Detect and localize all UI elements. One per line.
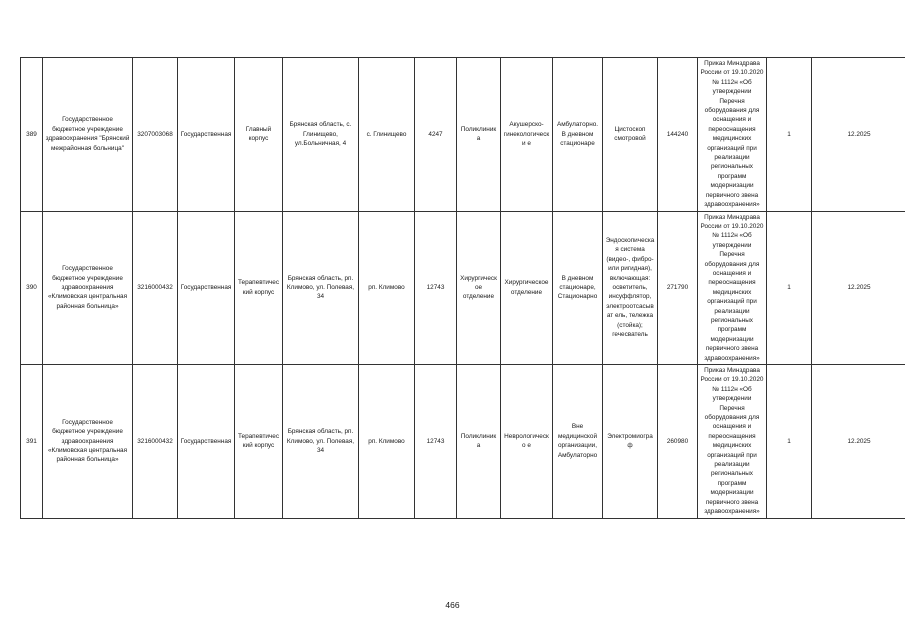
cell-inn: 3216000432	[133, 365, 178, 519]
cell-inn: 3207003068	[133, 58, 178, 212]
cell-building: Терапевтический корпус	[235, 211, 283, 365]
cell-population: 12743	[415, 365, 457, 519]
cell-organization: Государственное бюджетное учреждение здравоохранения «Климовская центральная районная больница»	[43, 365, 133, 519]
cell-equipment: Эндоскопическая система (видео-, фибро- или ригидная), включающая: осветитель, инсуффлятор, электроотсасыват ель, тележка (стойка); гечесватель	[603, 211, 658, 365]
cell-inn: 3216000432	[133, 211, 178, 365]
cell-organization: Государственное бюджетное учреждение здравоохранения "Брянский межрайонная больница"	[43, 58, 133, 212]
cell-address: Брянская область, с. Глинищево, ул.Больничная, 4	[283, 58, 359, 212]
cell-population: 12743	[415, 211, 457, 365]
cell-building: Терапевтический корпус	[235, 365, 283, 519]
cell-department: Неврологическо е	[501, 365, 553, 519]
cell-price: 144240	[658, 58, 698, 212]
table-body	[21, 58, 905, 519]
cell-population: 4247	[415, 58, 457, 212]
cell-unit-type: Поликлиника	[457, 58, 501, 212]
table-row	[21, 365, 905, 519]
cell-date: 12.2025	[812, 58, 905, 212]
equipment-register-table	[20, 57, 905, 519]
cell-date: 12.2025	[812, 211, 905, 365]
cell-unit-type: Хирургическое отделение	[457, 211, 501, 365]
cell-price: 260980	[658, 365, 698, 519]
table-row	[21, 58, 905, 212]
cell-locality: рп. Климово	[359, 211, 415, 365]
cell-ownership: Государственная	[178, 211, 235, 365]
cell-locality: рп. Климово	[359, 365, 415, 519]
cell-department: Хирургическое отделение	[501, 211, 553, 365]
cell-quantity: 1	[767, 58, 812, 212]
cell-conditions: Амбулаторно. В дневном стационаре	[553, 58, 603, 212]
cell-ownership: Государственная	[178, 58, 235, 212]
cell-quantity: 1	[767, 365, 812, 519]
cell-conditions: Вне медицинской организации, Амбулаторно	[553, 365, 603, 519]
cell-locality: с. Глинищево	[359, 58, 415, 212]
cell-ownership: Государственная	[178, 365, 235, 519]
cell-address: Брянская область, рп. Климово, ул. Полевая, 34	[283, 211, 359, 365]
cell-organization: Государственное бюджетное учреждение здравоохранения «Климовская центральная районная больница»	[43, 211, 133, 365]
cell-number: 390	[21, 211, 43, 365]
table-row	[21, 211, 905, 365]
cell-order: Приказ Минздрава России от 19.10.2020 № 1112н «Об утверждении Перечня оборудования для оснащения и переоснащения медицинских организаций при реализации региональных программ модернизации первичного звена здравоохранения»	[698, 365, 767, 519]
cell-number: 389	[21, 58, 43, 212]
page-number: 466	[445, 600, 460, 610]
cell-unit-type: Поликлиника	[457, 365, 501, 519]
cell-quantity: 1	[767, 211, 812, 365]
cell-address: Брянская область, рп. Климово, ул. Полевая, 34	[283, 365, 359, 519]
cell-number: 391	[21, 365, 43, 519]
cell-equipment: Электромиограф	[603, 365, 658, 519]
cell-conditions: В дневном стационаре, Стационарно	[553, 211, 603, 365]
cell-equipment: Цистоскоп смотровой	[603, 58, 658, 212]
cell-price: 271790	[658, 211, 698, 365]
cell-department: Акушерско-гинекологически е	[501, 58, 553, 212]
cell-building: Главный корпус	[235, 58, 283, 212]
cell-order: Приказ Минздрава России от 19.10.2020 № 1112н «Об утверждении Перечня оборудования для оснащения и переоснащения медицинских организаций при реализации региональных программ модернизации первичного звена здравоохранения»	[698, 58, 767, 212]
cell-order: Приказ Минздрава России от 19.10.2020 № 1112н «Об утверждении Перечня оборудования для оснащения и переоснащения медицинских организаций при реализации региональных программ модернизации первичного звена здравоохранения»	[698, 211, 767, 365]
cell-date: 12.2025	[812, 365, 905, 519]
